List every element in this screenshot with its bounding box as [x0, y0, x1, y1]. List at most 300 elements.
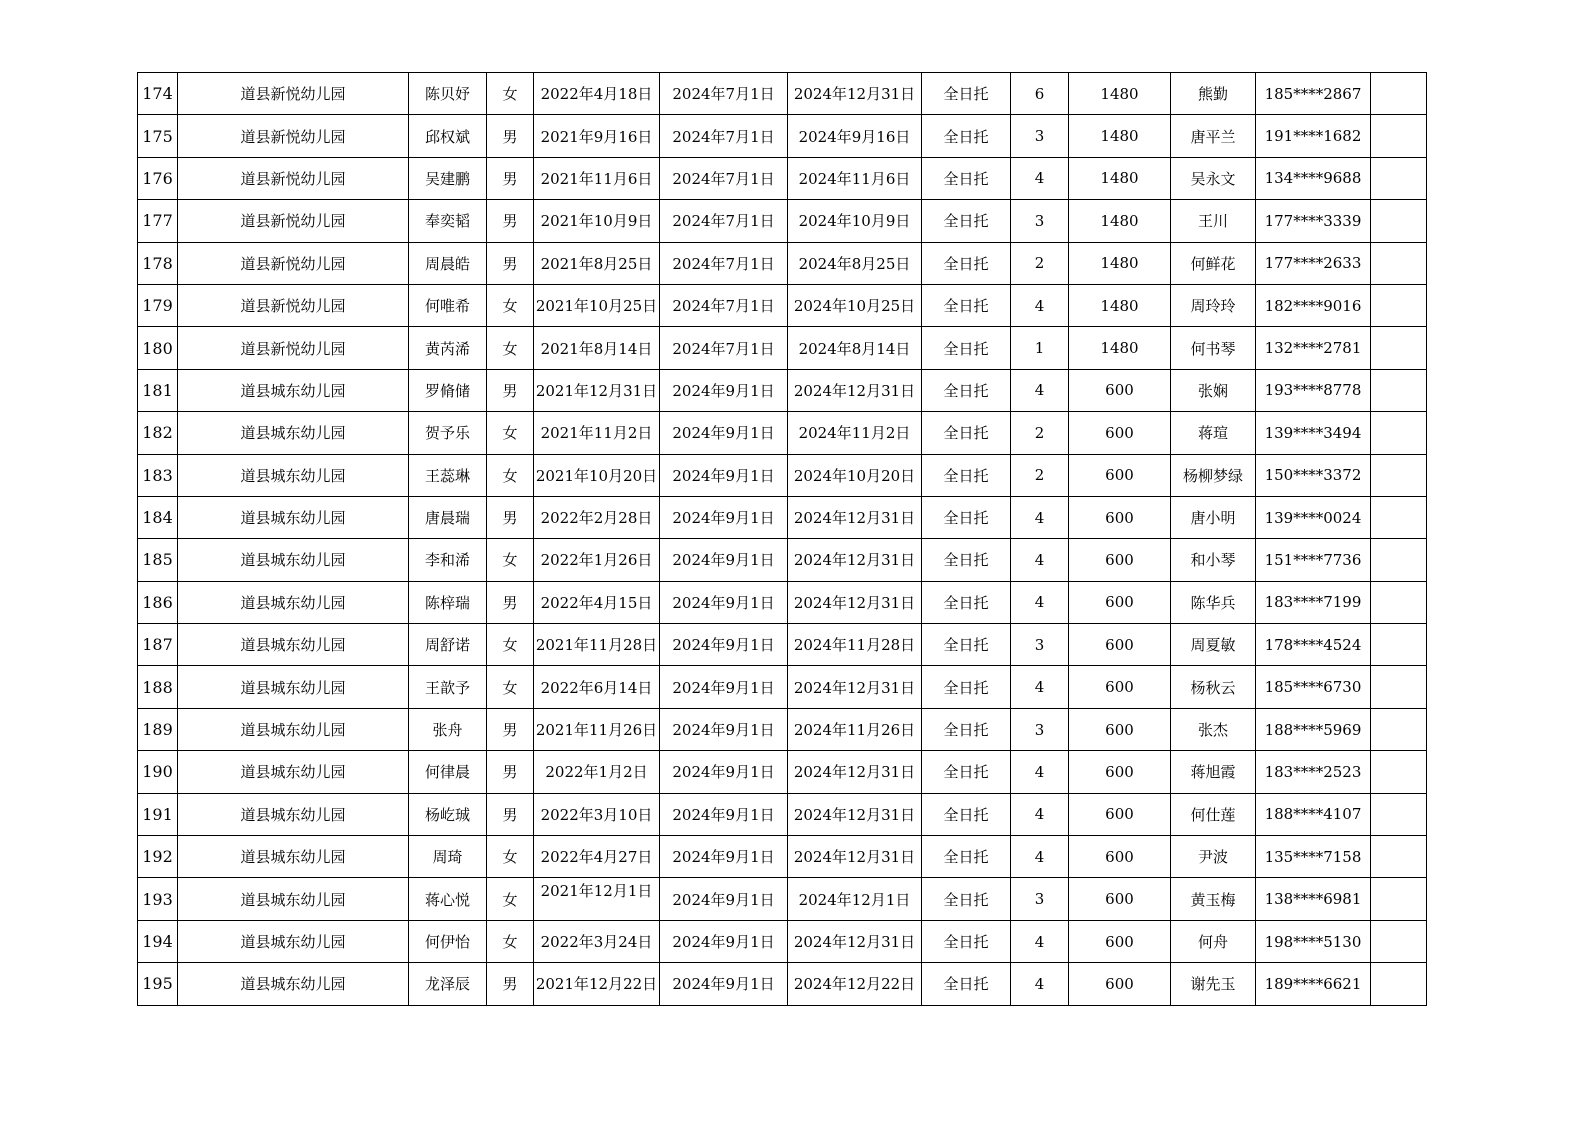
- care-type-cell: [922, 836, 1011, 878]
- end-date-cell: [788, 369, 922, 411]
- row-number-cell: [138, 412, 178, 454]
- row-number-text: 183: [142, 465, 173, 485]
- end-date-text: 2024年11月26日: [793, 721, 916, 740]
- end-date-cell: [788, 793, 922, 835]
- phone-number-cell: [1256, 242, 1371, 284]
- table-row: [138, 369, 1427, 411]
- guardian-name-text: 张杰: [1197, 721, 1228, 740]
- amount-text: 600: [1105, 593, 1134, 612]
- end-date-cell: [788, 708, 922, 750]
- kindergarten-name-text: 道县城东幼儿园: [240, 721, 346, 740]
- months-cell: [1011, 115, 1069, 157]
- child-name-cell: [409, 200, 487, 242]
- months-text: 4: [1034, 805, 1045, 824]
- care-type-cell: [922, 666, 1011, 708]
- gender-text: 女: [502, 848, 518, 867]
- phone-number-text: 139****0024: [1264, 508, 1362, 527]
- care-type-text: 全日托: [943, 212, 989, 231]
- birth-date-cell: [534, 115, 660, 157]
- start-date-cell: [660, 708, 788, 750]
- care-type-cell: [922, 751, 1011, 793]
- phone-number-cell: [1256, 412, 1371, 454]
- remarks-cell: [1371, 284, 1427, 326]
- gender-text: 女: [502, 297, 518, 316]
- guardian-name-cell: [1171, 200, 1256, 242]
- remarks-cell: [1371, 836, 1427, 878]
- end-date-cell: [788, 963, 922, 1005]
- months-text: 4: [1034, 974, 1045, 993]
- row-number-cell: [138, 327, 178, 369]
- start-date-text: 2024年9月1日: [672, 381, 775, 400]
- care-type-cell: [922, 454, 1011, 496]
- remarks-cell: [1371, 200, 1427, 242]
- gender-cell: [487, 920, 534, 962]
- amount-text: 600: [1105, 508, 1134, 527]
- gender-cell: [487, 412, 534, 454]
- months-text: 3: [1034, 211, 1045, 230]
- amount-cell: [1069, 878, 1171, 920]
- guardian-name-text: 杨柳梦绿: [1182, 466, 1243, 485]
- child-name-cell: [409, 920, 487, 962]
- care-type-cell: [922, 581, 1011, 623]
- kindergarten-name-text: 道县城东幼儿园: [240, 975, 346, 994]
- remarks-cell: [1371, 751, 1427, 793]
- guardian-name-text: 张娴: [1197, 381, 1228, 400]
- start-date-text: 2024年7月1日: [672, 85, 775, 104]
- end-date-cell: [788, 73, 922, 115]
- child-name-text: 周琦: [432, 848, 463, 867]
- kindergarten-name-cell: [178, 539, 409, 581]
- end-date-text: 2024年8月25日: [798, 254, 911, 273]
- kindergarten-name-cell: [178, 284, 409, 326]
- child-name-text: 邱权斌: [424, 127, 470, 146]
- end-date-text: 2024年12月31日: [793, 551, 916, 570]
- months-text: 4: [1034, 169, 1045, 188]
- care-type-cell: [922, 539, 1011, 581]
- phone-number-text: 183****2523: [1264, 762, 1362, 781]
- kindergarten-name-text: 道县城东幼儿园: [240, 890, 346, 909]
- end-date-text: 2024年8月14日: [798, 339, 911, 358]
- care-type-text: 全日托: [943, 127, 989, 146]
- care-type-text: 全日托: [943, 593, 989, 612]
- kindergarten-name-text: 道县城东幼儿园: [240, 805, 346, 824]
- months-cell: [1011, 539, 1069, 581]
- remarks-cell: [1371, 327, 1427, 369]
- table-row: [138, 793, 1427, 835]
- child-name-cell: [409, 496, 487, 538]
- months-cell: [1011, 920, 1069, 962]
- child-name-text: 黄芮浠: [424, 339, 470, 358]
- start-date-text: 2024年9月1日: [672, 763, 775, 782]
- months-text: 4: [1034, 932, 1045, 951]
- gender-text: 女: [502, 678, 518, 697]
- amount-text: 1480: [1100, 254, 1139, 273]
- guardian-name-text: 蒋瑄: [1197, 424, 1228, 443]
- care-type-cell: [922, 496, 1011, 538]
- kindergarten-name-text: 道县新悦幼儿园: [240, 127, 346, 146]
- gender-text: 男: [502, 254, 518, 273]
- guardian-name-text: 唐小明: [1190, 509, 1236, 528]
- amount-text: 600: [1105, 550, 1134, 569]
- gender-text: 男: [502, 212, 518, 231]
- row-number-text: 194: [142, 932, 173, 951]
- child-name-text: 奉奕韬: [424, 212, 470, 231]
- table-row: [138, 454, 1427, 496]
- end-date-cell: [788, 157, 922, 199]
- remarks-cell: [1371, 73, 1427, 115]
- gender-text: 女: [502, 424, 518, 443]
- start-date-cell: [660, 836, 788, 878]
- kindergarten-name-cell: [178, 751, 409, 793]
- start-date-text: 2024年9月1日: [672, 890, 775, 909]
- remarks-cell: [1371, 708, 1427, 750]
- care-type-cell: [922, 963, 1011, 1005]
- gender-cell: [487, 496, 534, 538]
- end-date-cell: [788, 115, 922, 157]
- kindergarten-name-cell: [178, 327, 409, 369]
- amount-cell: [1069, 920, 1171, 962]
- care-type-cell: [922, 878, 1011, 920]
- guardian-name-text: 陈华兵: [1190, 593, 1236, 612]
- row-number-text: 184: [142, 508, 173, 528]
- care-type-cell: [922, 200, 1011, 242]
- table-row: [138, 836, 1427, 878]
- row-number-text: 174: [142, 84, 173, 104]
- gender-text: 男: [502, 509, 518, 528]
- row-number-text: 192: [142, 847, 173, 867]
- kindergarten-name-text: 道县城东幼儿园: [240, 593, 346, 612]
- amount-text: 600: [1105, 932, 1134, 951]
- guardian-name-cell: [1171, 454, 1256, 496]
- table-row: [138, 708, 1427, 750]
- guardian-name-cell: [1171, 793, 1256, 835]
- birth-date-cell: [534, 284, 660, 326]
- kindergarten-name-cell: [178, 242, 409, 284]
- row-number-cell: [138, 200, 178, 242]
- kindergarten-name-text: 道县城东幼儿园: [240, 678, 346, 697]
- kindergarten-name-cell: [178, 708, 409, 750]
- child-name-cell: [409, 751, 487, 793]
- amount-cell: [1069, 327, 1171, 369]
- birth-date-text: 2022年4月18日: [540, 85, 653, 104]
- guardian-name-text: 杨秋云: [1190, 678, 1236, 697]
- months-cell: [1011, 751, 1069, 793]
- gender-text: 男: [502, 763, 518, 782]
- start-date-text: 2024年7月1日: [672, 169, 775, 188]
- kindergarten-name-cell: [178, 666, 409, 708]
- care-type-cell: [922, 157, 1011, 199]
- remarks-cell: [1371, 793, 1427, 835]
- row-number-cell: [138, 157, 178, 199]
- amount-cell: [1069, 157, 1171, 199]
- end-date-cell: [788, 920, 922, 962]
- start-date-cell: [660, 369, 788, 411]
- row-number-text: 185: [142, 550, 173, 570]
- kindergarten-name-text: 道县新悦幼儿园: [240, 212, 346, 231]
- guardian-name-text: 熊勤: [1197, 85, 1228, 104]
- child-name-cell: [409, 369, 487, 411]
- row-number-text: 189: [142, 720, 173, 740]
- phone-number-text: 132****2781: [1264, 339, 1362, 358]
- care-type-text: 全日托: [943, 424, 989, 443]
- gender-text: 男: [502, 127, 518, 146]
- gender-cell: [487, 836, 534, 878]
- child-name-cell: [409, 327, 487, 369]
- start-date-text: 2024年7月1日: [672, 297, 775, 316]
- kindergarten-name-cell: [178, 878, 409, 920]
- months-cell: [1011, 708, 1069, 750]
- birth-date-cell: [534, 708, 660, 750]
- table-row: [138, 496, 1427, 538]
- months-cell: [1011, 200, 1069, 242]
- care-type-cell: [922, 708, 1011, 750]
- row-number-cell: [138, 284, 178, 326]
- amount-text: 1480: [1100, 84, 1139, 103]
- months-text: 3: [1034, 720, 1045, 739]
- row-number-cell: [138, 454, 178, 496]
- row-number-text: 181: [142, 380, 173, 400]
- phone-number-text: 188****5969: [1264, 720, 1362, 739]
- phone-number-cell: [1256, 793, 1371, 835]
- start-date-text: 2024年9月1日: [672, 678, 775, 697]
- end-date-cell: [788, 624, 922, 666]
- table-row: [138, 751, 1427, 793]
- start-date-text: 2024年9月1日: [672, 636, 775, 655]
- kindergarten-name-text: 道县城东幼儿园: [240, 466, 346, 485]
- birth-date-text: 2022年4月15日: [540, 593, 653, 612]
- guardian-name-cell: [1171, 115, 1256, 157]
- months-text: 4: [1034, 678, 1045, 697]
- phone-number-text: 198****5130: [1264, 932, 1362, 951]
- gender-cell: [487, 242, 534, 284]
- kindergarten-name-text: 道县新悦幼儿园: [240, 85, 346, 104]
- gender-text: 男: [502, 721, 518, 740]
- start-date-text: 2024年9月1日: [672, 975, 775, 994]
- guardian-name-text: 周玲玲: [1190, 297, 1236, 316]
- start-date-text: 2024年9月1日: [672, 848, 775, 867]
- guardian-name-text: 王川: [1197, 212, 1228, 231]
- table-row: [138, 539, 1427, 581]
- months-cell: [1011, 581, 1069, 623]
- table-row: [138, 878, 1427, 920]
- care-type-cell: [922, 327, 1011, 369]
- child-name-text: 何伊怡: [424, 933, 470, 951]
- gender-cell: [487, 708, 534, 750]
- months-text: 1: [1034, 339, 1045, 358]
- end-date-cell: [788, 496, 922, 538]
- phone-number-text: 193****8778: [1264, 381, 1362, 400]
- row-number-cell: [138, 878, 178, 920]
- kindergarten-name-text: 道县城东幼儿园: [240, 509, 346, 528]
- end-date-cell: [788, 581, 922, 623]
- gender-text: 男: [502, 593, 518, 612]
- end-date-text: 2024年11月2日: [798, 424, 911, 443]
- remarks-cell: [1371, 581, 1427, 623]
- start-date-text: 2024年7月1日: [672, 212, 775, 231]
- birth-date-text: 2021年8月25日: [540, 254, 653, 273]
- remarks-cell: [1371, 624, 1427, 666]
- guardian-name-text: 蒋旭霞: [1190, 763, 1236, 782]
- child-name-text: 龙泽辰: [424, 975, 470, 994]
- phone-number-text: 191****1682: [1264, 127, 1362, 146]
- amount-text: 1480: [1100, 127, 1139, 146]
- child-name-cell: [409, 242, 487, 284]
- phone-number-text: 185****2867: [1264, 84, 1362, 103]
- guardian-name-cell: [1171, 581, 1256, 623]
- birth-date-cell: [534, 666, 660, 708]
- care-type-cell: [922, 412, 1011, 454]
- care-type-cell: [922, 242, 1011, 284]
- care-type-text: 全日托: [943, 169, 989, 188]
- care-type-text: 全日托: [943, 339, 989, 358]
- phone-number-text: 185****6730: [1264, 678, 1362, 697]
- months-cell: [1011, 878, 1069, 920]
- end-date-cell: [788, 327, 922, 369]
- gender-text: 女: [502, 339, 518, 358]
- end-date-cell: [788, 454, 922, 496]
- care-type-cell: [922, 284, 1011, 326]
- row-number-cell: [138, 920, 178, 962]
- gender-cell: [487, 284, 534, 326]
- phone-number-cell: [1256, 624, 1371, 666]
- phone-number-text: 138****6981: [1264, 890, 1362, 909]
- enrollment-table: [137, 72, 1427, 1006]
- table-row: [138, 242, 1427, 284]
- care-type-text: 全日托: [943, 509, 989, 528]
- child-name-text: 周舒诺: [424, 636, 470, 655]
- row-number-cell: [138, 73, 178, 115]
- care-type-text: 全日托: [943, 805, 989, 824]
- child-name-cell: [409, 284, 487, 326]
- phone-number-text: 151****7736: [1264, 550, 1362, 569]
- months-text: 4: [1034, 762, 1045, 781]
- kindergarten-name-cell: [178, 157, 409, 199]
- child-name-text: 王蕊琳: [424, 466, 470, 485]
- amount-cell: [1069, 836, 1171, 878]
- phone-number-text: 139****3494: [1264, 423, 1362, 442]
- end-date-cell: [788, 539, 922, 581]
- child-name-cell: [409, 581, 487, 623]
- phone-number-cell: [1256, 73, 1371, 115]
- start-date-cell: [660, 793, 788, 835]
- row-number-text: 175: [142, 126, 173, 146]
- gender-cell: [487, 793, 534, 835]
- gender-cell: [487, 878, 534, 920]
- birth-date-text: 2022年3月24日: [540, 933, 653, 951]
- care-type-text: 全日托: [943, 933, 989, 951]
- start-date-text: 2024年9月1日: [672, 805, 775, 824]
- months-text: 4: [1034, 296, 1045, 315]
- start-date-cell: [660, 920, 788, 962]
- child-name-text: 蒋心悦: [424, 890, 470, 909]
- row-number-text: 195: [142, 974, 173, 994]
- remarks-cell: [1371, 242, 1427, 284]
- remarks-cell: [1371, 369, 1427, 411]
- start-date-cell: [660, 200, 788, 242]
- kindergarten-name-cell: [178, 454, 409, 496]
- end-date-cell: [788, 666, 922, 708]
- guardian-name-text: 黄玉梅: [1190, 890, 1236, 909]
- end-date-text: 2024年10月9日: [798, 212, 911, 231]
- table-row: [138, 624, 1427, 666]
- months-cell: [1011, 793, 1069, 835]
- end-date-text: 2024年12月31日: [793, 805, 916, 824]
- kindergarten-name-text: 道县城东幼儿园: [240, 636, 346, 655]
- guardian-name-text: 尹波: [1197, 848, 1228, 867]
- birth-date-cell: [534, 963, 660, 1005]
- end-date-text: 2024年12月31日: [793, 763, 916, 782]
- birth-date-cell: [534, 878, 660, 920]
- child-name-cell: [409, 836, 487, 878]
- birth-date-cell: [534, 73, 660, 115]
- care-type-text: 全日托: [943, 85, 989, 104]
- months-cell: [1011, 454, 1069, 496]
- amount-cell: [1069, 624, 1171, 666]
- months-text: 3: [1034, 635, 1045, 654]
- amount-cell: [1069, 666, 1171, 708]
- amount-cell: [1069, 73, 1171, 115]
- table-row: [138, 581, 1427, 623]
- kindergarten-name-text: 道县新悦幼儿园: [240, 339, 346, 358]
- guardian-name-text: 和小琴: [1190, 551, 1236, 570]
- gender-text: 女: [502, 85, 518, 104]
- guardian-name-cell: [1171, 284, 1256, 326]
- phone-number-cell: [1256, 496, 1371, 538]
- phone-number-cell: [1256, 115, 1371, 157]
- birth-date-cell: [534, 242, 660, 284]
- phone-number-cell: [1256, 454, 1371, 496]
- remarks-cell: [1371, 666, 1427, 708]
- birth-date-text: 2021年11月26日: [535, 721, 658, 740]
- phone-number-cell: [1256, 581, 1371, 623]
- start-date-cell: [660, 581, 788, 623]
- care-type-cell: [922, 369, 1011, 411]
- amount-text: 600: [1105, 423, 1134, 442]
- end-date-text: 2024年10月20日: [793, 466, 916, 485]
- amount-text: 600: [1105, 974, 1134, 993]
- start-date-text: 2024年7月1日: [672, 254, 775, 273]
- kindergarten-name-text: 道县新悦幼儿园: [240, 254, 346, 273]
- amount-text: 1480: [1100, 296, 1139, 315]
- row-number-cell: [138, 496, 178, 538]
- start-date-cell: [660, 412, 788, 454]
- kindergarten-name-text: 道县新悦幼儿园: [240, 169, 346, 188]
- amount-cell: [1069, 369, 1171, 411]
- start-date-text: 2024年9月1日: [672, 593, 775, 612]
- kindergarten-name-cell: [178, 836, 409, 878]
- end-date-text: 2024年11月6日: [798, 169, 911, 188]
- row-number-text: 193: [142, 889, 173, 909]
- amount-cell: [1069, 200, 1171, 242]
- row-number-text: 191: [142, 804, 173, 824]
- end-date-text: 2024年12月31日: [793, 381, 916, 400]
- birth-date-cell: [534, 327, 660, 369]
- end-date-cell: [788, 284, 922, 326]
- row-number-text: 187: [142, 635, 173, 655]
- remarks-cell: [1371, 878, 1427, 920]
- end-date-text: 2024年12月1日: [798, 890, 911, 909]
- kindergarten-name-text: 道县城东幼儿园: [240, 763, 346, 782]
- row-number-text: 180: [142, 338, 173, 358]
- phone-number-cell: [1256, 200, 1371, 242]
- start-date-cell: [660, 454, 788, 496]
- guardian-name-text: 何鲜花: [1190, 254, 1236, 273]
- guardian-name-cell: [1171, 963, 1256, 1005]
- start-date-cell: [660, 751, 788, 793]
- remarks-cell: [1371, 539, 1427, 581]
- phone-number-text: 183****7199: [1264, 593, 1362, 612]
- row-number-text: 182: [142, 423, 173, 443]
